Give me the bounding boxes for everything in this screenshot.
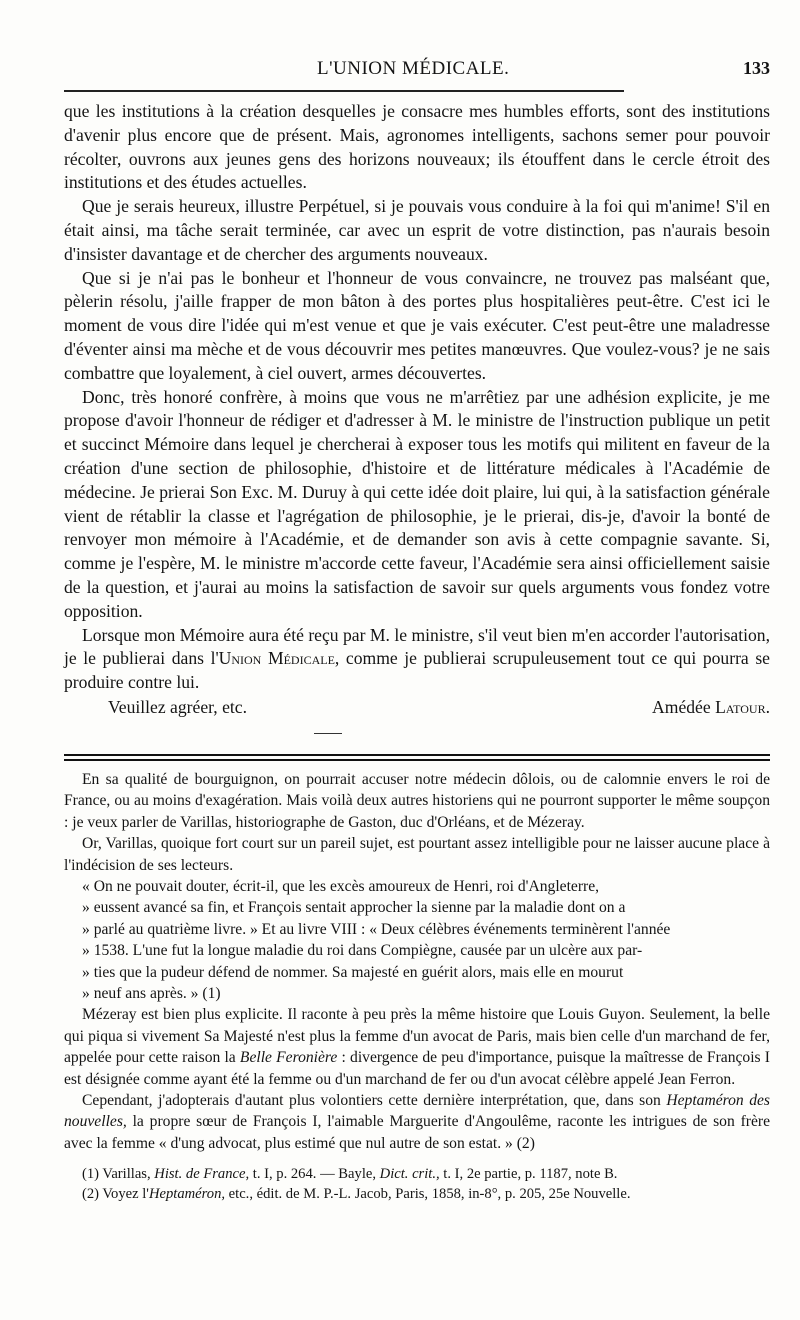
text-run: , comme je publierai scrupuleusement tout ce qui pourra se produire contre lui. [64,648,770,693]
italic-title: Belle Feronière [239,1049,338,1067]
letter-paragraph: que les institutions à la création desquelles je consacre mes humbles efforts, sont des institutions d'avenir plus encore que de présent. Mais, agronomes intelligents, sachons semer pour pouvoir récolter, ouvrons aux jeunes gens des horizons nouveaux; ils étouffent dans le cercle étroit des institutions et des études actuelles. [64,101,770,193]
footnote-1 [64,1164,770,1184]
text-run: Cependant, j'adopterais d'autant plus volontiers cette dernière interprétation, que, dans son [82,1092,667,1110]
text-run: la propre sœur de François I, l'aimable Marguerite d'Angoulême, raconte les intrigues de son frère avec la femme « d'ung advocat, plus estimé que nul autre de son estat. » (2) [64,1113,770,1152]
italic-title: Dict. crit., [379,1166,440,1183]
quote-line: » 1538. L'une fut la longue maladie du roi dans Compiègne, causée par un ulcère aux par- [82,942,643,960]
feuilleton-rule [64,754,770,761]
text-run: (2) Voyez l' [82,1186,149,1203]
feuilleton-body [64,769,770,1154]
quotation [64,876,770,1004]
italic-title: Heptaméron, [148,1186,226,1203]
footnotes [64,1164,770,1204]
quote-line: » parlé au quatrième livre. » Et au livre VIII : « Deux célèbres événements terminèrent l'année [82,920,671,938]
text-run: t. I, 2e partie, p. 1187, note B. [439,1166,618,1183]
feuilleton-paragraph [64,1004,770,1090]
header-rule [64,90,624,92]
italic-title: Hist. de France, [154,1166,250,1183]
journal-title: L'UNION MÉDICALE. [317,58,510,79]
signature [652,695,770,719]
text-run: etc., édit. de M. P.-L. Jacob, Paris, 1858, in-8°, p. 205, 25e Nouvelle. [225,1186,631,1203]
signature-last-name: Latour. [715,696,770,717]
text-run: Mézeray est bien plus explicite. Il raconte à peu près la même histoire que Louis Guyon. Seulement, la belle qui piqua si vivement Sa Majesté n'est plus la femme d'un avocat de Paris, mais bien celle d'un marchand de fer, appelée pour cette raison la [64,1006,770,1067]
section-divider [314,733,342,734]
text-run: t. I, p. 264. — Bayle, [249,1166,380,1183]
quote-line: » neuf ans après. » (1) [82,984,221,1002]
letter-body [64,100,770,695]
text-run: Lorsque mon Mémoire aura été reçu par M. le ministre, s'il veut bien m'en accorder l'autorisation, je le publierai dans l' [64,624,770,669]
text-run: (1) Varillas, [82,1166,155,1183]
feuilleton-paragraph: Or, Varillas, quoique fort court sur un pareil sujet, est pourtant assez intelligible pour ne laisser aucune place à l'indécision de ses lecteurs. [64,835,770,874]
letter-paragraph: Donc, très honoré confrère, à moins que vous ne m'arrêtiez par une adhésion explicite, je me propose d'avoir l'honneur de rédiger et d'adresser à M. le ministre de l'instruction publique un petit et succinct Mémoire dans lequel je chercherai à exposer tous les motifs qui militent en faveur de la création d'une section de philosophie, d'histoire et de littérature médicales à l'Académie de médecine. Je prierai Son Exc. M. Duruy à qui cette idée doit plaire, lui qui, à la satisfaction générale vient de rétablir la classe et l'agrégation de philosophie, je le prierai, dis-je, d'avoir la bonté de renvoyer mon mémoire à l'Académie, et de demander son avis à cette compagnie savante. Si, comme je l'espère, M. le ministre m'accorde cette faveur, l'Académie sera ainsi officiellement saisie de la question, et j'aurai au moins la satisfaction de savoir sur quels arguments vous fondez votre opposition. [64,386,770,621]
quote-line: » ties que la pudeur défend de nommer. Sa majesté en guérit alors, mais elle en mourut [82,963,624,981]
running-head [64,56,770,88]
quote-line: « On ne pouvait douter, écrit-il, que les excès amoureux de Henri, roi d'Angleterre, [82,877,600,895]
closing-formula: Veuillez agréer, etc. [108,696,247,717]
italic-title: Heptaméron des nouvelles, [64,1092,770,1131]
letter-paragraph [64,624,770,695]
letter-paragraph: Que si je n'ai pas le bonheur et l'honneur de vous convaincre, ne trouvez pas malséant que, pèlerin résolu, j'aille frapper de mon bâton à des portes plus hospitalières peut-être. C'est ici le moment de vous dire l'idée qui m'est venue et que je vais exécuter. C'est peut-être une maladresse d'éventer ainsi ma mèche et de vous découvrir mes petites manœuvres. Que voulez-vous? je ne sais combattre que loyalement, à ciel ouvert, armes découvertes. [64,267,770,383]
feuilleton-paragraph [64,1090,770,1154]
quote-line: » eussent avancé sa fin, et François sentait approcher la sienne par la maladie dont on a [82,899,626,917]
letter-paragraph: Que je serais heureux, illustre Perpétuel, si je pouvais vous conduire à la foi qui m'anime! S'il en était ainsi, ma tâche serait terminée, car avec un esprit de votre distinction, pas n'aurais besoin d'insister davantage et de chercher des arguments nouveaux. [64,196,770,264]
signature-first-name: Amédée [652,696,716,717]
journal-name: Union Médicale [218,648,335,669]
feuilleton-paragraph: En sa qualité de bourguignon, on pourrait accuser notre médecin dôlois, ou de calomnie envers le roi de France, ou au moins d'exagération. Mais voilà deux autres historiens qui ne pourront supporter le même soupçon : je veux parler de Varillas, historiographe de Gaston, duc d'Orléans, et de Mézeray. [64,770,770,831]
page-number: 133 [743,58,770,78]
closing-row [64,695,770,719]
journal-page [64,56,770,1204]
footnote-2 [64,1184,770,1204]
text-run: : divergence de peu d'importance, puisque la maîtresse de François I est désignée comme ayant été la femme ou d'un marchand de fer ou d'un avocat célèbre appelé Jean Ferron. [64,1049,770,1088]
